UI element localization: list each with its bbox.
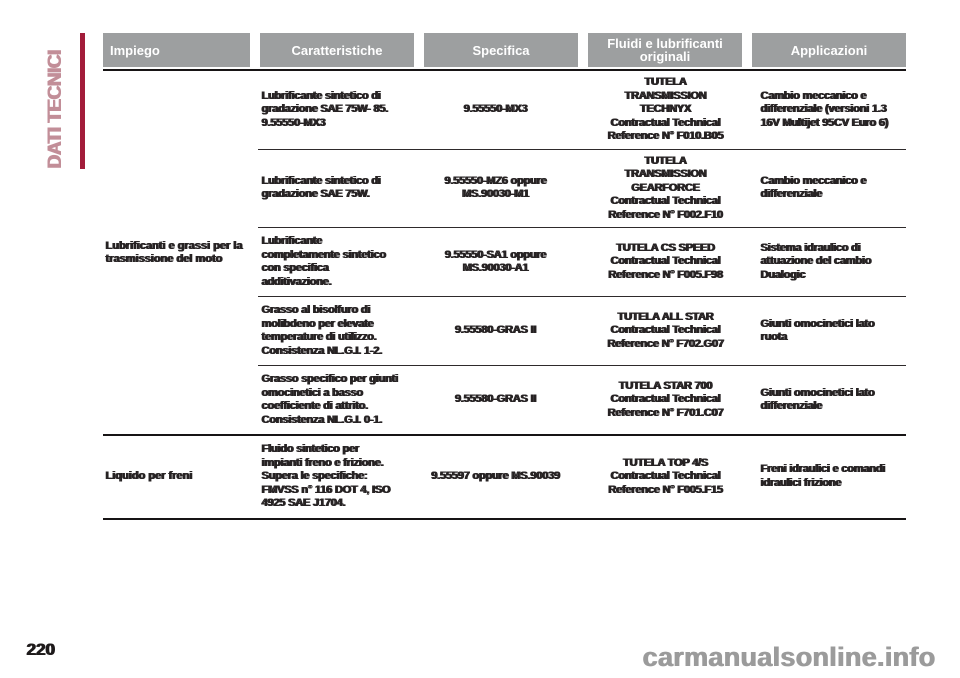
group-rows xyxy=(258,436,906,518)
fluido-cell xyxy=(580,150,750,228)
fluid-product-name: TUTELA TRANSMISSION GEARFORCE xyxy=(624,154,706,194)
fluid-technical-reference: Contractual Technical Reference N° F005.F98 xyxy=(607,255,723,281)
specifica-cell: 9.55550-MX3 xyxy=(463,103,527,115)
applicazioni-cell: Cambio meccanico e differenziale xyxy=(760,174,866,201)
specifica-cell: 9.55550-MZ6 oppure MS.90030-M1 xyxy=(443,174,547,201)
fluid-product-name: TUTELA TRANSMISSION TECHNYX xyxy=(624,76,706,115)
column-header-caratteristiche: Caratteristiche xyxy=(260,33,414,67)
fluids-lubricants-table xyxy=(103,33,906,520)
specifica-cell: 9.55550-SA1 oppure MS.90030-A1 xyxy=(444,248,546,274)
caratteristiche-cell: Lubrificante completamente sintetico con specifica additivazione. xyxy=(261,235,386,288)
column-header-applicazioni: Applicazioni xyxy=(752,33,906,67)
group-rows xyxy=(258,71,906,434)
watermark-text: carmanualsonline.info xyxy=(642,642,935,672)
section-accent-bar xyxy=(80,33,85,169)
fluid-product-name: TUTELA TOP 4/S xyxy=(622,456,708,469)
page-number: 220 xyxy=(26,640,55,659)
fluid-technical-reference: Contractual Technical Reference N° F002.F10 xyxy=(607,195,723,221)
applicazioni-cell: Sistema idraulico di attuazione del cambio Dualogic xyxy=(760,241,871,281)
column-header-fluidi-originali: Fluidi e lubrificanti originali xyxy=(588,33,742,67)
fluido-cell xyxy=(580,228,750,296)
caratteristiche-cell: Grasso al bisolfuro di molibdeno per elevate temperature di utilizzo. Consistenza NL.G.I. 1-2. xyxy=(261,304,382,357)
fluid-product-name: TUTELA STAR 700 xyxy=(618,379,712,392)
fluido-cell xyxy=(580,366,750,434)
table-row xyxy=(258,436,906,518)
fluid-technical-reference: Contractual Technical Reference N° F702.G07 xyxy=(606,324,724,350)
caratteristiche-cell: Lubrificante sintetico di gradazione SAE 75W. xyxy=(261,174,381,201)
column-header-specifica: Specifica xyxy=(424,33,578,67)
fluid-product-name: TUTELA ALL STAR xyxy=(617,310,713,323)
table-row xyxy=(258,149,906,228)
impiego-cell: Liquido per freni xyxy=(105,470,192,483)
applicazioni-cell: Freni idraulici e comandi idraulici frizione xyxy=(760,463,885,489)
specifica-cell: 9.55580-GRAS II xyxy=(454,393,536,406)
table-row xyxy=(258,227,906,296)
caratteristiche-cell: Lubrificante sintetico di gradazione SAE 75W- 85. 9.55550-MX3 xyxy=(261,89,388,129)
fluid-technical-reference: Contractual Technical Reference N° F010.B05 xyxy=(607,116,723,142)
section-label-dati-tecnici: DATI TECNICI xyxy=(45,50,66,169)
caratteristiche-cell: Grasso specifico per giunti omocinetici a basso coefficiente di attrito. Consistenza NL.G.I. 0-1. xyxy=(261,373,398,426)
applicazioni-cell: Giunti omocinetici lato ruota xyxy=(760,317,874,343)
applicazioni-cell: Cambio meccanico e differenziale (versioni 1.3 16V Multijet 95CV Euro 6) xyxy=(760,89,888,129)
column-header-impiego: Impiego xyxy=(103,33,250,67)
caratteristiche-cell: Fluido sintetico per impianti freno e frizione. Supera le specifiche: FMVSS n° 116 DOT 4, ISO 4925 SAE J1704. xyxy=(261,443,390,509)
applicazioni-cell: Giunti omocinetici lato differenziale xyxy=(760,386,874,412)
fluido-cell xyxy=(580,71,750,149)
specifica-cell: 9.55597 oppure MS.90039 xyxy=(430,470,560,482)
table-body xyxy=(103,71,906,520)
fluid-technical-reference: Contractual Technical Reference N° F701.C07 xyxy=(607,393,723,419)
impiego-cell: Lubrificanti e grassi per la trasmissione del moto xyxy=(105,239,242,265)
group-trasmissione xyxy=(103,71,906,434)
specifica-cell: 9.55580-GRAS II xyxy=(454,324,536,337)
group-liquido-freni xyxy=(103,434,906,518)
fluido-cell xyxy=(580,297,750,365)
table-row xyxy=(258,296,906,365)
fluido-cell xyxy=(580,436,750,518)
table-row xyxy=(258,71,906,149)
fluid-product-name: TUTELA CS SPEED xyxy=(615,241,715,254)
table-header-row xyxy=(103,33,906,67)
fluid-technical-reference: Contractual Technical Reference N° F005.F15 xyxy=(607,470,723,496)
table-row xyxy=(258,365,906,434)
